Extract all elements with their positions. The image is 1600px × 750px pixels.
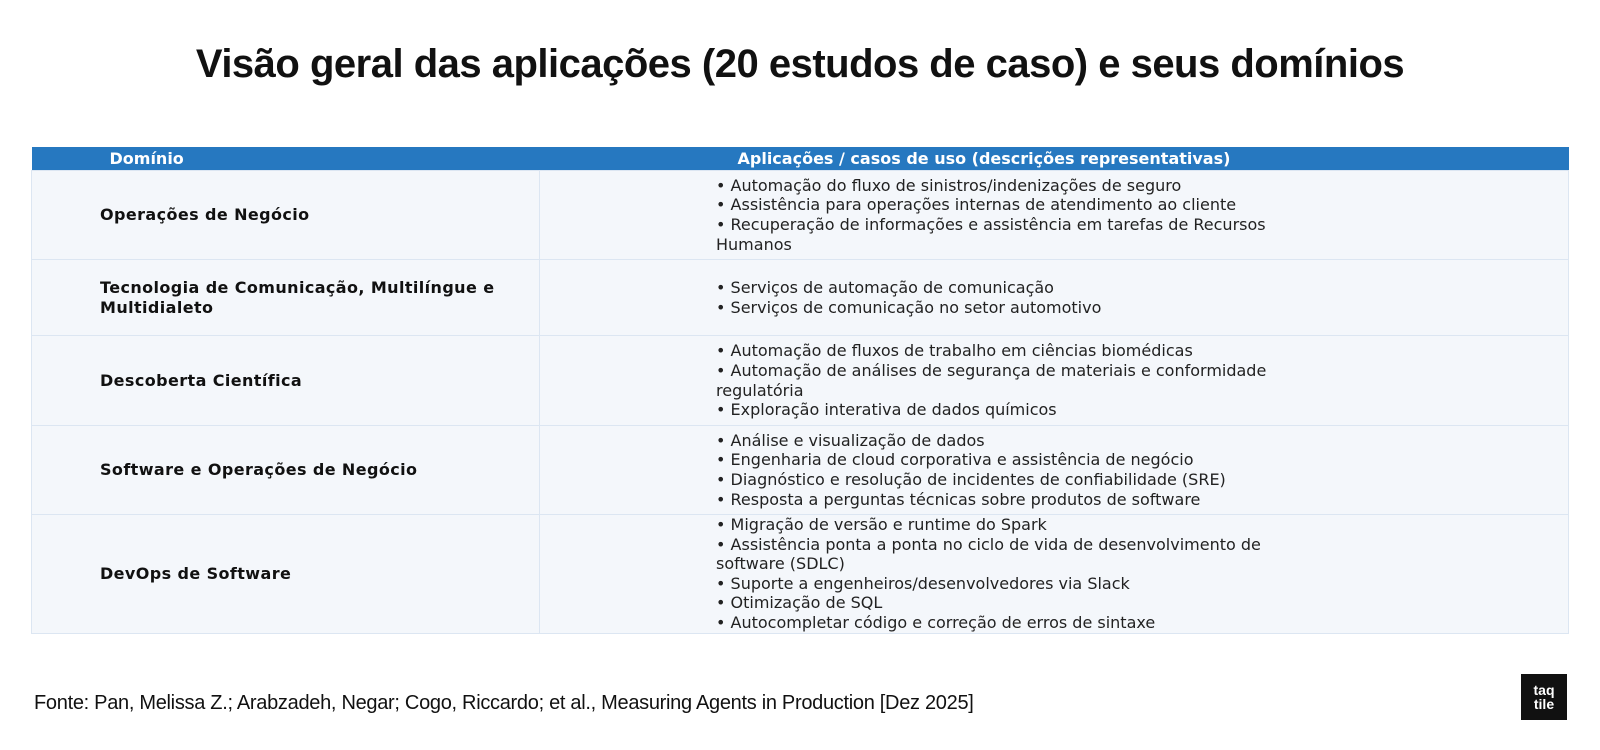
list-item: • Automação de análises de segurança de materiais e conformidade regulatória [716, 361, 1268, 400]
list-item: • Automação do fluxo de sinistros/indenizações de seguro [716, 176, 1268, 196]
list-item: • Autocompletar código e correção de erros de sintaxe [716, 613, 1268, 633]
table-header-row [32, 147, 1569, 171]
list-item: • Exploração interativa de dados químicos [716, 400, 1268, 420]
domain-cell: Tecnologia de Comunicação, Multilíngue e Multidialeto [32, 260, 540, 336]
domain-cell: DevOps de Software [32, 515, 540, 634]
applications-table [31, 147, 1569, 634]
applications-list [716, 176, 1268, 254]
applications-cell [540, 426, 1569, 515]
domain-cell: Descoberta Científica [32, 336, 540, 426]
page-title: Visão geral das aplicações (20 estudos de caso) e seus domínios [195, 42, 1405, 86]
domain-cell: Software e Operações de Negócio [32, 426, 540, 515]
applications-cell [540, 260, 1569, 336]
list-item: • Serviços de comunicação no setor automotivo [716, 298, 1268, 318]
applications-list [716, 341, 1268, 419]
domain-cell: Operações de Negócio [32, 171, 540, 260]
list-item: • Assistência para operações internas de atendimento ao cliente [716, 195, 1268, 215]
header-domain: Domínio [32, 147, 540, 171]
list-item: • Migração de versão e runtime do Spark [716, 515, 1268, 535]
table-row [32, 336, 1569, 426]
table-row [32, 515, 1569, 634]
list-item: • Serviços de automação de comunicação [716, 278, 1268, 298]
applications-list [716, 515, 1268, 633]
applications-list [716, 431, 1268, 509]
table-row [32, 426, 1569, 515]
list-item: • Diagnóstico e resolução de incidentes de confiabilidade (SRE) [716, 470, 1268, 490]
list-item: • Análise e visualização de dados [716, 431, 1268, 451]
source-footnote: Fonte: Pan, Melissa Z.; Arabzadeh, Negar; Cogo, Riccardo; et al., Measuring Agents in Production [Dez 2025] [34, 692, 974, 714]
applications-table-container [31, 147, 1569, 634]
table-row [32, 171, 1569, 260]
applications-cell [540, 336, 1569, 426]
logo-text-line-2: tile [1533, 696, 1555, 712]
table-row [32, 260, 1569, 336]
list-item: • Automação de fluxos de trabalho em ciências biomédicas [716, 341, 1268, 361]
applications-list [716, 278, 1268, 317]
list-item: • Suporte a engenheiros/desenvolvedores via Slack [716, 574, 1268, 594]
applications-cell [540, 171, 1569, 260]
logo-text-line-1: taq [1533, 682, 1555, 698]
list-item: • Assistência ponta a ponta no ciclo de vida de desenvolvimento de software (SDLC) [716, 535, 1268, 574]
header-applications: Aplicações / casos de uso (descrições representativas) [540, 147, 1569, 171]
list-item: • Resposta a perguntas técnicas sobre produtos de software [716, 490, 1268, 510]
list-item: • Recuperação de informações e assistência em tarefas de Recursos Humanos [716, 215, 1268, 254]
list-item: • Engenharia de cloud corporativa e assistência de negócio [716, 450, 1268, 470]
list-item: • Otimização de SQL [716, 593, 1268, 613]
taqtile-logo [1521, 674, 1567, 720]
applications-cell [540, 515, 1569, 634]
